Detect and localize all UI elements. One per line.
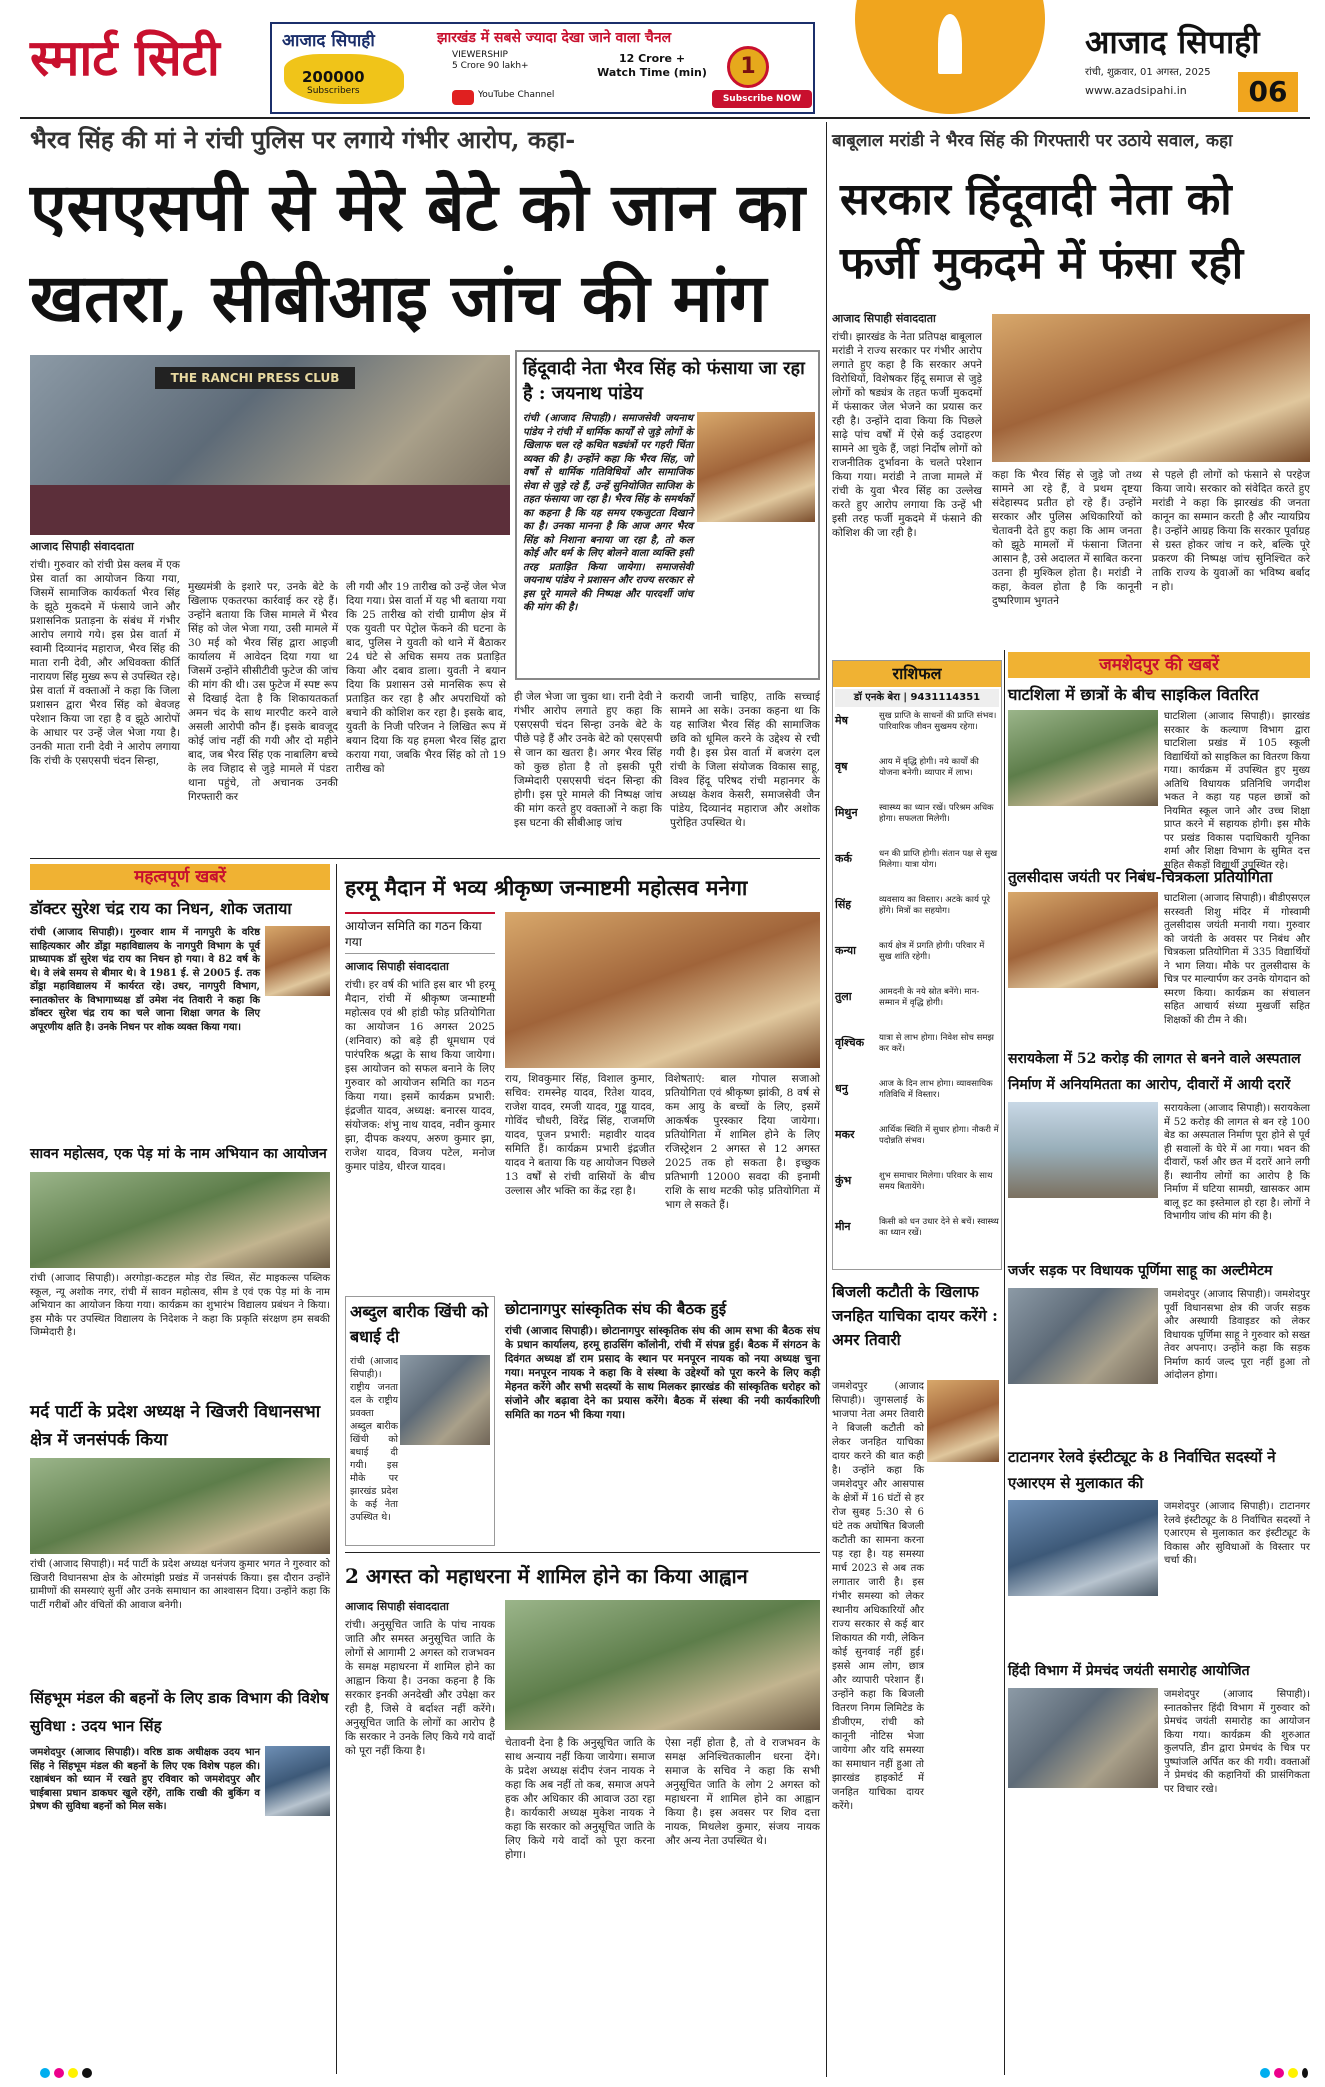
cmyk-dot — [1274, 2068, 1284, 2078]
m2-body: रांची (आजाद सिपाही)। अरगोड़ा-कटहल मोड़ रोड स्थित, सेंट माइकल्स पब्लिक स्कूल, न्यू अशोक नगर, रांची में सावन महोत्सव, सीम डे एवं एक पेड़ मां के नाम अभियान का आयोजन किया गया। कार्यक्रम का शुभारंभ विद्यालय प्रबंधन ने किया। इस मौके पर उपस्थित विद्यालय के निदेशक ने कहा कि प्रकृति संरक्षण हम सबकी जिम्मेदारी है। — [30, 1273, 330, 1338]
babulal-headline-2: फर्जी मुकदमे में फंसा रही — [840, 238, 1244, 289]
press-club-photo — [30, 355, 510, 535]
lead-col-5 — [670, 690, 820, 850]
rashifal-item — [835, 987, 999, 1031]
jayanath-photo — [697, 412, 815, 522]
column-rule — [336, 864, 337, 2074]
mahadharna-byline: आजाद सिपाही संवाददाता — [345, 1600, 449, 1613]
rashi-text: आमदनी के नये स्रोत बनेंगे। मान-सम्मान में वृद्धि होगी। — [879, 987, 980, 1008]
babulal-kicker: बाबूलाल मरांडी ने भैरव सिंह की गिरफ्तारी पर उठाये सवाल, कहा — [832, 131, 1233, 151]
rashi-name: धनु — [835, 1082, 848, 1095]
lead-col-3 — [346, 580, 506, 850]
rashifal-item — [835, 849, 999, 893]
column-rule — [1004, 650, 1005, 2075]
rashi-name: मकर — [835, 1128, 855, 1141]
j1-body: घाटशिला (आजाद सिपाही)। झारखंड सरकार के कल्याण विभाग द्वारा घाटशिला प्रखंड में 105 स्कूली विद्यार्थियों को साइकिल का वितरण किया गया। कार्यक्रम में उपस्थित हुए मुख्य अतिथि विधायक प्रतिनिधि जगदीश भकत ने कहा यह पहल छात्रों को नियमित स्कूल जाने और उच्च शिक्षा प्राप्त करने में सहायक होगी। इस मौके पर प्रखंड विकास पदाधिकारी यूनिका शर्मा और शिक्षा विभाग के सुमित दत्त सहित सैकड़ों विद्यार्थी उपस्थित रहे। — [1164, 711, 1310, 871]
cmyk-dot — [1260, 2068, 1270, 2078]
lead-col-2 — [188, 580, 338, 850]
ad-watch: 12 Crore + Watch Time (min) — [597, 52, 707, 79]
pen-logo — [835, 4, 1065, 116]
rashi-text: शुभ समाचार मिलेगा। परिवार के साथ समय बितायेंगे। — [879, 1171, 993, 1192]
janmashtami-col-1 — [345, 960, 495, 1290]
m4-headline: सिंहभूम मंडल की बहनों के लिए डाक विभाग की विशेष सुविधा : उदय भान सिंह — [30, 1689, 329, 1735]
ad-rank: 1 — [740, 54, 756, 79]
jamshedpur-stories — [1008, 682, 1310, 2077]
rashi-name: वृष — [835, 760, 848, 773]
cmyk-dot — [82, 2068, 92, 2078]
j5-body: जमशेदपुर (आजाद सिपाही)। टाटानगर रेलवे इंस्टीट्यूट के 8 निर्वाचित सदस्यों ने एआरएम से मुलाकात कर इंस्टीट्यूट के विकास और सुविधाओं के विस्तार पर चर्चा की। — [1164, 1501, 1310, 1566]
rashi-name: मिथुन — [835, 806, 858, 819]
rashi-name: सिंह — [835, 898, 852, 911]
channel-ad[interactable] — [270, 22, 815, 114]
janmashtami-col-2 — [505, 1072, 655, 1290]
janmashtami-paragraph: विशेषताएं: बाल गोपाल सजाओ प्रतियोगिता एवं श्रीकृष्ण झांकी, 8 वर्ष से कम आयु के बच्चों के लिए, इसमें आकर्षक पुरस्कार दिया जायेगा। प्रतियोगिता में शामिल होने के लिए रजिस्ट्रेशन 2 अगस्त से 12 अगस्त 2025 तक हो सकता है। इच्छुक प्रतिभागी 12000 सवदा की इनामी राशि के साथ मटकी फोड़ प्रतियोगिता में भाग ले सकते हैं। — [665, 1073, 820, 1211]
jayanath-body: रांची (आजाद सिपाही)। समाजसेवी जयनाथ पांडेय ने रांची में धार्मिक कार्यों से जुड़े लोगों के खिलाफ चल रहे कथित षड्यंत्रों पर गहरी चिंता व्यक्त की है। उन्होंने कहा कि भैरव सिंह, जो वर्षों से धार्मिक गतिविधियों और सामाजिक सेवा से जुड़े रहे हैं, उन्हें सुनियोजित साजिश के तहत फंसाया जा रहा है। भैरव सिंह के समर्थकों का कहना है कि यह समय एकजुटता दिखाने का है। उनका मानना है कि आज अगर भैरव सिंह को निशाना बनाया जा रहा है, तो कल कोई और धर्म के लिए बोलने वाला व्यक्ति इसी तरह प्रताड़ित किया जायेगा। समाजसेवी जयनाथ पांडेय ने प्रशासन और राज्य सरकार से इस पूरे मामले की निष्पक्ष और पारदर्शी जांच की मांग की है। — [523, 413, 693, 613]
abdul-headline: अब्दुल बारीक खिंची को बधाई दी — [350, 1302, 489, 1346]
babulal-headline-1: सरकार हिंदूवादी नेता को — [840, 174, 1232, 225]
rashi-text: यात्रा से लाभ होगा। निवेश सोच समझ कर करें। — [879, 1033, 994, 1054]
paper-name: आजाद सिपाही — [1085, 23, 1260, 61]
ad-youtube: YouTube Channel — [478, 90, 555, 100]
m2-headline: सावन महोत्सव, एक पेड़ मां के नाम अभियान का आयोजन — [30, 1146, 327, 1162]
rashi-text: स्वास्थ्य का ध्यान रखें। परिश्रम अधिक होगा। सफलता मिलेगी। — [879, 803, 994, 824]
rashi-name: कन्या — [835, 944, 856, 957]
rashi-text: धन की प्राप्ति होगी। संतान पक्ष से सुख मिलेगा। यात्रा योग। — [879, 849, 998, 870]
janmashtami-byline: आजाद सिपाही संवाददाता — [345, 960, 449, 973]
mahadharna-col-1 — [345, 1600, 495, 2070]
rashi-text: आर्थिक स्थिति में सुधार होगा। नौकरी में पदोन्नति संभव। — [879, 1125, 999, 1146]
janmashtami-col-3 — [665, 1072, 820, 1290]
website: www.azadsipahi.in — [1085, 84, 1187, 97]
m3-body: रांची (आजाद सिपाही)। मर्द पार्टी के प्रदेश अध्यक्ष धनंजय कुमार भगत ने गुरुवार को खिजरी विधानसभा क्षेत्र के ओरमांझी प्रखंड में जनसंपर्क किया। इस दौरान उन्होंने ग्रामीणों की समस्याएं सुनीं और उनके समाधान का आश्वासन दिया। उन्होंने कहा कि पार्टी गरीबों और वंचितों की आवाज बनेगी। — [30, 1559, 330, 1611]
mahadharna-paragraph: चेतावनी देना है कि अनुसूचित जाति के साथ अन्याय नहीं किया जायेगा। समाज के प्रदेश अध्यक्ष संदीप रंजन नायक ने कहा कि अब नहीं तो कब, समाज अपने हक और अधिकार की आवाज उठा रहा है। कार्यकारी अध्यक्ष मुकेश नायक ने कहा कि सरकार को अनुसूचित जाति के लिए किये गये वादों को पूरा करना होगा। — [505, 1737, 655, 1861]
pen-nib-icon — [938, 14, 962, 74]
rashi-name: तुला — [835, 990, 852, 1003]
rank-badge — [727, 46, 769, 88]
j4-headline: जर्जर सड़क पर विधायक पूर्णिमा साहू का अल्टीमेटम — [1008, 1263, 1273, 1279]
rashi-text: आय में वृद्धि होगी। नये कार्यों की योजना बनेगी। व्यापार में लाभ। — [879, 757, 979, 778]
mahadharna-col-3 — [665, 1736, 820, 2070]
janmashtami-paragraph: रांची। हर वर्ष की भांति इस बार भी हरमू मैदान, रांची में श्रीकृष्ण जन्माष्टमी महोत्सव एवं श्री हांडी फोड़ प्रतियोगिता का आयोजन 16 अगस्त 2025 (शनिवार) को बड़े ही धूमधाम एवं पारंपरिक श्रद्धा के साथ किया जायेगा। इस आयोजन को सफल बनाने के लिए गुरुवार को आयोजन समिति का गठन किया गया। इसमें कार्यक्रम प्रभारी: इंद्रजीत यादव, अध्यक्ष: बनारस यादव, संयोजक: शंभु नाथ यादव, नवीन कुमार झा, दीपक कश्यप, अरुण कुमार झा, राजेश यादव, विजय पटेल, मनोज कुमार पांडेय, धीरज यादव। — [345, 979, 495, 1173]
m1-body: रांची (आजाद सिपाही)। गुरुवार शाम में नागपुरी के वरिष्ठ साहित्यकार और डोंड्रा महाविद्यालय के नागपुरी विभाग के पूर्व प्राध्यापक डॉ सुरेश चंद्र राय का निधन हो गया। वे 82 वर्ष के थे। वे लंबे समय से बीमार थे। वे 1981 ई. से 2005 ई. तक डोंड्रा महाविद्यालय में कार्यरत रहे। उधर, नागपुरी विभाग, स्नातकोत्तर के विभागाध्यक्ष डॉ उमेश नंद तिवारी ने कहा कि डॉक्टर सुरेश चंद्र राय का चले जाना शिक्षा जगत के लिए अपूरणीय क्षति है। उनके निधन पर शोक व्यक्त किया गया। — [30, 927, 260, 1033]
rashi-name: मीन — [835, 1220, 851, 1233]
m3-photo — [30, 1458, 330, 1554]
table-cloth — [30, 485, 510, 535]
babulal-byline: आजाद सिपाही संवाददाता — [832, 312, 936, 325]
photo-banner: THE RANCHI PRESS CLUB — [155, 367, 355, 389]
j6-headline: हिंदी विभाग में प्रेमचंद जयंती समारोह आयोजित — [1008, 1663, 1250, 1679]
ad-subscribers-label: Subscribers — [307, 86, 360, 96]
janmashtami-paragraph: राय, शिवकुमार सिंह, विशाल कुमार, सचिव: रामस्नेह यादव, रितेश यादव, राजेश यादव, रमजी यादव, गुड्डू यादव, गोविंद चौधरी, विरेंद्र सिंह, राजमणि यादव, पूजन प्रभारी: महावीर यादव समिति हैं। कार्यक्रम प्रभारी इंद्रजीत यादव ने बताया कि यह आयोजन पिछले 13 वर्षों से रांची वासियों के बीच उल्लास और भक्ति का केंद्र रहा है। — [505, 1073, 655, 1197]
bijli-story — [832, 1280, 1002, 2070]
rashifal-item — [835, 1217, 999, 1261]
m2-photo — [30, 1172, 330, 1268]
babulal-body — [832, 312, 1310, 652]
lead-col-1 — [30, 540, 180, 850]
section-rule — [30, 858, 820, 859]
cmyk-dot — [40, 2068, 50, 2078]
rashifal-list — [835, 711, 999, 1266]
chhotanagpur-headline: छोटानागपुर सांस्कृतिक संघ की बैठक हुई — [505, 1300, 727, 1318]
babulal-paragraph: कहा कि भैरव सिंह से जुड़े जो तथ्य सामने आ रहे हैं, वे प्रथम दृष्टया संदेहास्पद प्रतीत हो रहे हैं। उन्होंने सरकार और पुलिस अधिकारियों को चेतावनी देते हुए कहा कि आम जनता को झूठे मामलों में फंसाना जितना आसान है, उसे अदालत में साबित करना उतना ही मुश्किल होता है। मरांडी ने कहा, केवल होता है कि कानूनी दुष्परिणाम भुगतने — [992, 469, 1142, 607]
rashifal-panel — [832, 660, 1002, 1270]
rashi-text: सुख प्राप्ति के साधनों की प्राप्ति संभव। पारिवारिक जीवन सुखमय रहेगा। — [879, 711, 997, 732]
mahadharna-col-2 — [505, 1736, 655, 2070]
cmyk-dot — [1288, 2068, 1298, 2078]
section-title: स्मार्ट सिटी — [30, 28, 220, 87]
rashifal-astrologer: डॉ एनके बेरा | 9431114351 — [835, 689, 999, 707]
mahadharna-paragraph: ऐसा नहीं होता है, तो वे राजभवन के समक्ष अनिश्चितकालीन धरना देंगे। समाज के सचिव ने कहा कि सभी अनुसूचित जाति के लोग 2 अगस्त को महाधरना में शामिल होने का आह्वान किया है। इस अवसर पर शिव दत्ता नायक, मिथलेश कुमार, संजय नायक और अन्य नेता उपस्थित थे। — [665, 1737, 820, 1847]
bijli-headline: बिजली कटौती के खिलाफ जनहित याचिका दायर करेंगे : अमर तिवारी — [832, 1282, 998, 1349]
masthead-rule — [20, 117, 1310, 119]
jamshedpur-bar: जमशेदपुर की खबरें — [1008, 652, 1310, 678]
j2-headline: तुलसीदास जयंती पर निबंध-चित्रकला प्रतियोगिता — [1008, 868, 1273, 886]
rashifal-item — [835, 895, 999, 939]
m4-body: जमशेदपुर (आजाद सिपाही)। वरिष्ठ डाक अधीक्षक उदय भान सिंह ने सिंहभूम मंडल की बहनों के लिए एक विशेष पहल की। रक्षाबंधन को ध्यान में रखते हुए रविवार को जमशेदपुर और चाईबासा प्रधान डाकघर खुले रहेंगे, ताकि राखी की बुकिंग व प्रेषण की सुविधा बहनों को मिल सके। — [30, 1747, 260, 1812]
lead-headline-1: एसएसपी से मेरे बेटे को जान का — [30, 168, 805, 246]
rashi-text: कार्य क्षेत्र में प्रगति होगी। परिवार में सुख शांति रहेगी। — [879, 941, 985, 962]
j3-body: सरायकेला (आजाद सिपाही)। सरायकेला में 52 करोड़ की लागत से बन रहे 100 बेड का अस्पताल निर्माण पूरा होने से पूर्व ही सवालों के घेरे में आ गया। भवन की दीवारों, फर्श और छत में दरारें आने लगी हैं। स्थानीय लोगों का आरोप है कि निर्माण में घटिया सामग्री, खासकर आम बालू इट का इस्तेमाल हो रहा है। लोगों ने विभागीय जांच की मांग की है। — [1164, 1103, 1310, 1222]
cmyk-dot — [54, 2068, 64, 2078]
j6-body: जमशेदपुर (आजाद सिपाही)। स्नातकोत्तर हिंदी विभाग में गुरुवार को प्रेमचंद जयंती समारोह का आयोजन किया गया। कार्यक्रम की शुरुआत कुलपति, डीन द्वारा प्रेमचंद के चित्र पर पुष्पांजलि अर्पित कर की गयी। वक्ताओं ने प्रेमचंद की कहानियों की प्रासंगिकता पर विचार रखे। — [1164, 1689, 1310, 1795]
babulal-col-1 — [832, 312, 982, 652]
rashifal-item — [835, 1033, 999, 1077]
babulal-col-2 — [992, 468, 1142, 652]
lead-paragraph: ली गयी और 19 तारीख को उन्हें जेल भेज दिया गया। प्रेस वार्ता में यह भी बताया गया कि 25 तारीख को रांची ग्रामीण क्षेत्र में एक युवती पर पेट्रोल फेंकने की घटना के बाद, पुलिस ने युवती को थाने में बैठाकर 24 घंटे से अधिक समय तक प्रताड़ित किया और दबाव डाला। युवती ने बयान दिया कि प्रशासन उसे मानसिक रूप से प्रताड़ित कर रहा है और अपराधियों को बचाने की कोशिश कर रहा है। इसके बाद, युवती के निजी परिजन ने लिखित रूप में बयान दिया कि यह हमला भैरव सिंह द्वारा कराया गया, जबकि भैरव सिंह को तो 19 तारीख को — [346, 581, 506, 775]
ad-brand: आजाद सिपाही — [282, 31, 375, 51]
rashifal-item — [835, 1079, 999, 1123]
babulal-paragraph: से पहले ही लोगों को फंसाने से परहेज किया जाये। सरकार को संवेदित करते हुए मरांडी ने कहा कि झारखंड की जनता कानून का सम्मान करती है और न्यायप्रिय है। उन्होंने आग्रह किया कि सरकार पूर्वाग्रह से ग्रस्त होकर जांच न करे, बल्कि पूरे प्रकरण की निष्पक्ष जांच सुनिश्चित करे ताकि राज्य के युवाओं का भविष्य बर्बाद न हो। — [1152, 469, 1310, 593]
lead-headline-2: खतरा, सीबीआइ जांच की मांग — [30, 259, 767, 337]
rashi-name: मेष — [835, 714, 848, 727]
lead-paragraph: करायी जानी चाहिए, ताकि सच्चाई सामने आ सके। उनका कहना था कि यह साजिश भैरव सिंह की सामाजिक छवि को धूमिल करने के उद्देश्य से रची गयी है। इस प्रेस वार्ता में बजरंग दल रांची के जिला संयोजक विकास साहू, विश्व हिंदू परिषद रांची महानगर के अध्यक्ष केशव केसरी, समाजसेवी जैन पांडेय, दिव्यानंद महाराज और अशोक पुरोहित उपस्थित थे। — [670, 691, 820, 829]
youtube-icon — [452, 90, 474, 105]
ad-tagline: झारखंड में सबसे ज्यादा देखा जाने वाला चैनल — [437, 30, 672, 46]
dateline: रांची, शुक्रवार, 01 अगस्त, 2025 — [1085, 67, 1211, 78]
rashifal-item — [835, 711, 999, 755]
mahadharna-headline: 2 अगस्त को महाधरना में शामिल होने का किया आह्वान — [345, 1564, 748, 1588]
janmashtami-body — [345, 960, 820, 1290]
chhotanagpur-body: रांची (आजाद सिपाही)। छोटानागपुर सांस्कृतिक संघ की आम सभा की बैठक संघ के प्रधान कार्यालय, हरमू हाउसिंग कॉलोनी, रांची में संपन्न हुई। बैठक में संगठन के दिवंगत अध्यक्ष डॉ राम प्रसाद के स्थान पर मनपूरन नायक को नया अध्यक्ष चुना गया। मनपूरन नायक ने कहा कि वे संस्था के उद्देश्यों को पूरा करने के लिए कड़ी मेहनत करेंगे और सभी सदस्यों के साथ मिलकर झारखंड की सांस्कृतिक धरोहर को संजोने और बढ़ावा देने का प्रयास करेंगे। बैठक में संस्था की नयी कार्यकारिणी समिति का गठन भी किया गया। — [505, 1325, 820, 1421]
abdul-box — [345, 1296, 495, 1546]
m3-headline: मर्द पार्टी के प्रदेश अध्यक्ष ने खिजरी विधानसभा क्षेत्र में जनसंपर्क किया — [30, 1402, 321, 1450]
bijli-body: जमशेदपुर (आजाद सिपाही)। जुगसलाई के भाजपा नेता अमर तिवारी ने बिजली कटौती को लेकर जनहित याचिका दायर करने की बात कही है। उन्होंने कहा कि जमशेदपुर और आसपास के क्षेत्रों में 16 घंटों से हर रोज सुबह 5:30 से 6 घंटे तक अघोषित बिजली कटौती का सामना करना पड़ रहा है। यह समस्या मार्च 2023 से अब तक लगातार जारी है। इस गंभीर समस्या को लेकर स्थानीय अधिकारियों और राज्य सरकार से कई बार शिकायत की गयी, लेकिन कोई सुनवाई नहीं हुई। इससे आम लोग, छात्र और व्यापारी परेशान हैं। उन्होंने कहा कि बिजली वितरण निगम लिमिटेड के डीजीएम, रांची को कानूनी नोटिस भेजा जायेगा और यदि समस्या का समाधान नहीं हुआ तो झारखंड हाइकोर्ट में जनहित याचिका दायर करेंगे। — [832, 1381, 924, 1812]
rashi-name: कर्क — [835, 852, 852, 865]
m1-headline: डॉक्टर सुरेश चंद्र राय का निधन, शोक जताया — [30, 899, 292, 918]
jayanath-box — [515, 350, 820, 680]
ad-subscribers: 200000 — [302, 68, 365, 86]
mahatvapurn-stories — [30, 894, 330, 2074]
janmashtami-headline: हरमू मैदान में भव्य श्रीकृष्ण जन्माष्टमी महोत्सव मनेगा — [345, 875, 748, 900]
rashifal-item — [835, 803, 999, 847]
masthead — [0, 0, 1325, 118]
lead-byline: आजाद सिपाही संवाददाता — [30, 540, 134, 553]
rashifal-title: राशिफल — [833, 661, 1001, 687]
rashi-name: कुंभ — [835, 1174, 852, 1187]
j4-body: जमशेदपुर (आजाद सिपाही)। जमशेदपुर पूर्वी विधानसभा क्षेत्र की जर्जर सड़क और अस्थायी डिवाइडर को लेकर विधायक पूर्णिमा साहू ने गुरुवार को सख्त तेवर अपनाए। उन्होंने कहा कि सड़क निर्माण कार्य जल्द पूरा नहीं हुआ तो आंदोलन होगा। — [1164, 1289, 1310, 1381]
jayanath-headline: हिंदूवादी नेता भैरव सिंह को फंसाया जा रहा है : जयनाथ पांडेय — [523, 358, 805, 404]
ad-now: Subscribe NOW — [712, 90, 812, 108]
mahadharna-body — [345, 1600, 820, 2070]
registration-marks — [30, 2064, 1310, 2082]
rashifal-item — [835, 941, 999, 985]
lead-kicker: भैरव सिंह की मां ने रांची पुलिस पर लगाये गंभीर आरोप, कहा- — [30, 125, 576, 154]
babulal-photo — [992, 314, 1310, 462]
rashi-text: व्यवसाय का विस्तार। अटके कार्य पूरे होंगे। मित्रों का सहयोग। — [879, 895, 990, 916]
lead-paragraph: रांची। गुरुवार को रांची प्रेस क्लब में एक प्रेस वार्ता का आयोजन किया गया, जिसमें सामाजिक कार्यकर्ता भैरव सिंह के झूठे मुकदमे में फंसाये जाने और प्रशासनिक प्रताड़ना के संबंध में गंभीर आरोप लगाये गये। इस प्रेस वार्ता में स्वामी दिव्यानंद महाराज, भैरव सिंह की माता रानी देवी, और अधिवक्ता कीर्ति नारायण सिंह मुख्य रूप से उपस्थित रहे। प्रेस वार्ता में वक्ताओं ने कहा कि जिला प्रशासन द्वारा भैरव सिंह को बेवजह परेशान किया जा रहा है व झूठे आरोपों के आधार पर उन्हें जेल भेजा गया है। उनकी माता रानी देवी ने आरोप लगाया कि रांची के एसएसपी चंदन सिन्हा, — [30, 559, 180, 767]
ad-views: VIEWERSHIP 5 Crore 90 lakh+ — [452, 50, 529, 71]
j2-body: घाटशिला (आजाद सिपाही)। बीडीएसएल सरस्वती शिशु मंदिर में गोस्वामी तुलसीदास जयंती मनायी गया। गुरुवार को जयंती के अवसर पर निबंध और चित्रकला प्रतियोगिता में 335 विद्यार्थियों ने भाग लिया। मौके पर तुलसीदास के चित्र पर माल्यार्पण कर उनके योगदान को स्मरण किया। कार्यक्रम का संचालन सहित आचार्य संध्या मुखर्जी सहित शिक्षकों की टीम ने की। — [1164, 893, 1310, 1026]
lead-paragraph: ही जेल भेजा जा चुका था। रानी देवी ने गंभीर आरोप लगाते हुए कहा कि एसएसपी चंदन सिन्हा उनके बेटे के पीछे पड़े हैं और उनके बेटे को एसएसपी से जान का खतरा है। अगर भैरव सिंह को कुछ होता है तो इसकी पूरी जिम्मेदारी एसएसपी चंदन सिन्हा की होगी। इस पूरे मामले की निष्पक्ष जांच की मांग करते हुए वक्ताओं ने कहा कि इस घटना की सीबीआइ जांच — [514, 691, 662, 829]
mahatvapurn-bar: महत्वपूर्ण खबरें — [30, 864, 330, 890]
babulal-paragraph: रांची। झारखंड के नेता प्रतिपक्ष बाबूलाल मरांडी ने राज्य सरकार पर गंभीर आरोप लगाते हुए कहा है कि सरकार अपने विरोधियों, विशेषकर हिंदू समाज से जुड़े लोगों को षड्यंत्र के तहत फर्जी मुकदमों में फंसाकर जेल भेजने का प्रयास कर रही है। उन्होंने दावा किया कि पिछले साढ़े पांच वर्षों में ऐसे कई उदाहरण सामने आ चुके हैं, जहां निर्दोष लोगों को राजनीतिक दुर्भावना के चलते परेशान किया गया। मरांडी ने ताजा मामले में रांची के युवा भैरव सिंह का उल्लेख करते हुए आरोप लगाया कि उन्हें भी इसी तरह फर्जी मुकदमे में फंसाने की कोशिश की जा रही है। — [832, 331, 982, 539]
rashi-text: किसी को धन उधार देने से बचें। स्वास्थ्य का ध्यान रखें। — [879, 1217, 999, 1238]
column-rule — [826, 122, 827, 2077]
cmyk-dot — [68, 2068, 78, 2078]
j5-headline: टाटानगर रेलवे इंस्टीट्यूट के 8 निर्वाचित सदस्यों ने एआरएम से मुलाकात की — [1008, 1448, 1276, 1492]
janmashtami-sub: आयोजन समिति का गठन किया गया — [345, 912, 495, 954]
rashifal-item — [835, 757, 999, 801]
lead-paragraph: मुख्यमंत्री के इशारे पर, उनके बेटे के खिलाफ एकतरफा कार्रवाई कर रहे हैं। उन्होंने बताया कि जिस मामले में भैरव सिंह को जेल भेजा गया, उसी मामले में 30 मई को भैरव सिंह द्वारा आइजी कार्यालय में आवेदन दिया गया था जिसमें उन्होंने सीसीटीवी फुटेज की जांच की मांग की थी। उस फुटेज में स्पष्ट रूप से दिखाई देता है कि शिकायतकर्ता अमन चंद के साथ मारपीट करने वाले असली आरोपी कौन हैं। इसके बावजूद कोई जांच नहीं की गयी और दो महीने बाद, जब भैरव सिंह एक नाबालिग बच्चे के लव जिहाद से जुड़े मामले में पंडरा थाना पहुंचे, तो अचानक उनकी गिरफ्तारी कर — [188, 581, 338, 803]
cmyk-dot — [1302, 2068, 1308, 2078]
rashifal-item — [835, 1171, 999, 1215]
abdul-body: रांची (आजाद सिपाही)। राष्ट्रीय जनता दल के राष्ट्रीय प्रवक्ता अब्दुल बारीक खिंची को बधाई दी गयी। इस मौके पर झारखंड प्रदेश के कई नेता उपस्थित थे। — [350, 1356, 398, 1523]
rashi-name: वृश्चिक — [835, 1036, 865, 1049]
mahadharna-paragraph: रांची। अनुसूचित जाति के पांच नायक जाति और समस्त अनुसूचित जाति के लोगों से आगामी 2 अगस्त को राजभवन के समक्ष महाधरना में शामिल होने का आह्वान किया है। उनका कहना है कि सरकार इनकी अनदेखी और उपेक्षा कर रही है, जिसे वे बर्दाश्त नहीं करेंगे। अनुसूचित जाति के लोगों का आरोप है कि सरकार ने उनके लिए किये गये वादों को पूरा नहीं किया है। — [345, 1619, 495, 1757]
rashi-text: आज के दिन लाभ होगा। व्यावसायिक गतिविधि में विस्तार। — [879, 1079, 993, 1100]
j1-headline: घाटशिला में छात्रों के बीच साइकिल वितरित — [1008, 685, 1259, 704]
lead-col-4 — [514, 690, 662, 850]
j3-headline: सरायकेला में 52 करोड़ की लागत से बनने वाले अस्पताल निर्माण में अनियमितता का आरोप, दीवारों में आयी दरारें — [1008, 1051, 1301, 1093]
babulal-col-3 — [1152, 468, 1310, 652]
rashifal-item — [835, 1125, 999, 1169]
page-number: 06 — [1238, 72, 1298, 112]
section-rule — [345, 1552, 820, 1553]
